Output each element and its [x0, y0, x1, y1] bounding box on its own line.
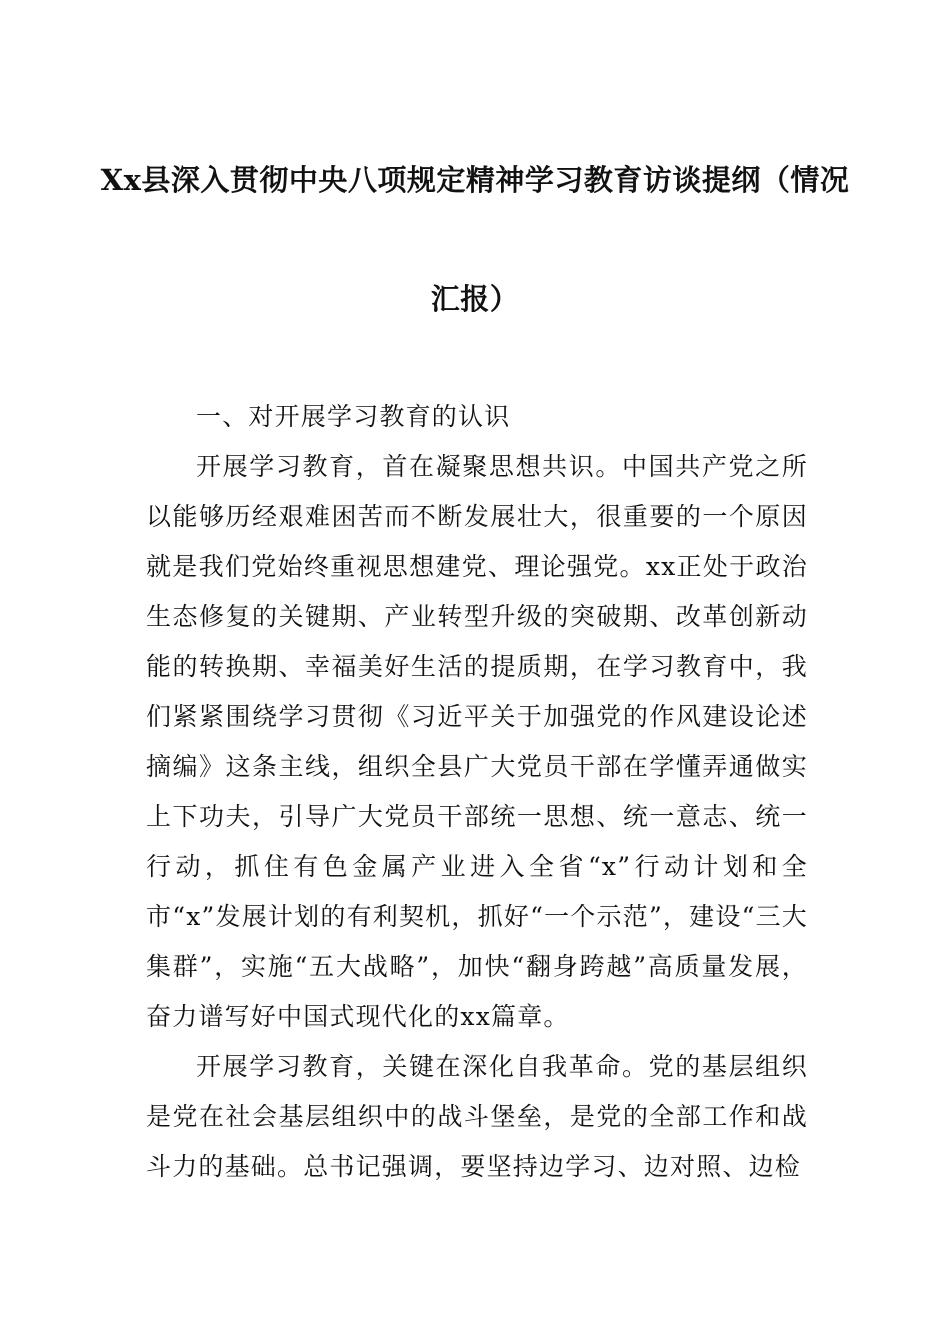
document-title-line-1: Xx县深入贯彻中央八项规定精神学习教育访谈提纲（情况	[100, 163, 850, 197]
paragraph-1: 开展学习教育，首在凝聚思想共识。中国共产党之所以能够历经艰难困苦而不断发展壮大，很重要的一个原因就是我们党始终重视思想建党、理论强党。xx正处于政治生态修复的关键期、产业转型升级的突破期、改革创新动能的转换期、幸福美好生活的提质期，在学习教育中，我们紧紧围绕学习贯彻《习近平关于加强党的作风建设论述摘编》这条主线，组织全县广大党员干部在学懂弄通做实上下功夫，引导广大党员干部统一思想、统一意志、统一行动，抓住有色金属产业进入全省“x”行动计划和全市“x”发展计划的有利契机，抓好“一个示范”，建设“三大集群”，实施“五大战略”，加快“翻身跨越”高质量发展，奋力谱写好中国式现代化的xx篇章。	[146, 452, 808, 1031]
document-title-line-2: 汇报）	[430, 282, 520, 316]
section-heading: 一、对开展学习教育的认识	[196, 402, 511, 431]
paragraph-2: 开展学习教育，关键在深化自我革命。党的基层组织是党在社会基层组织中的战斗堡垒，是党的全部工作和战斗力的基础。总书记强调，要坚持边学习、边对照、边检	[146, 1052, 808, 1181]
